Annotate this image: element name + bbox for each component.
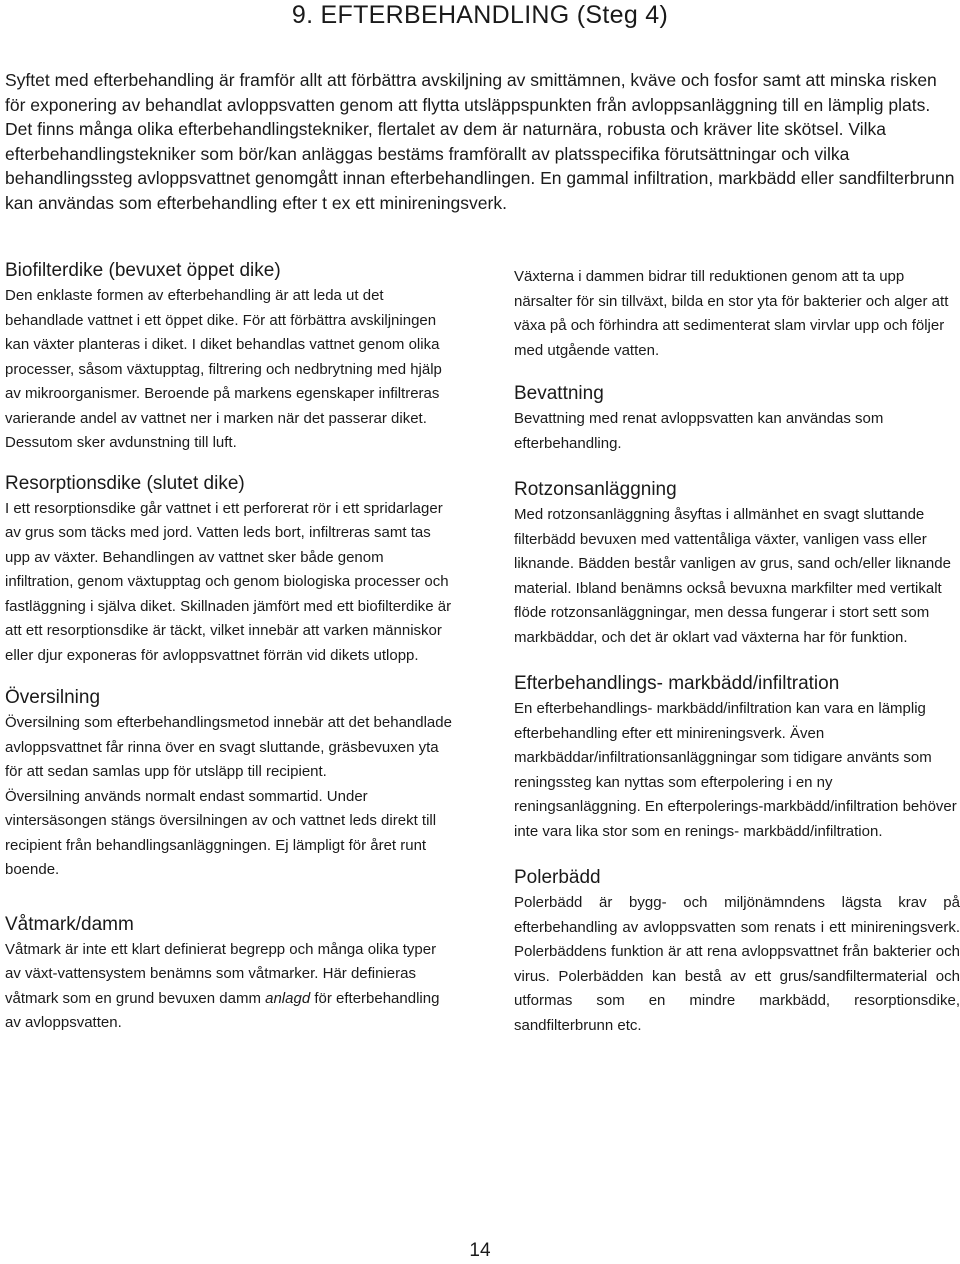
section-body-resorptionsdike: I ett resorptionsdike går vattnet i ett perforerat rör i ett spridarlager av grus som täcks med jord. Vatten leds bort, infiltreras samt tas upp av växter. Behandlingen av vattnet sker både genom infiltration, genom växtupptag och genom biologiska processer och fastläggning i själva diket. Skillnaden jämfört med ett biofilterdike är att ett resorptionsdike är täckt, vilket innebär att varken människor eller djur exponeras för avloppsvattnet förrän vid dikets utlopp. bbox=[5, 499, 452, 664]
section-biofilterdike bbox=[5, 257, 455, 456]
section-resorptionsdike bbox=[5, 470, 455, 669]
vatmark-emphasis: anlagd bbox=[265, 989, 311, 1007]
section-body-rotzon: Med rotzonsanläggning åsyftas i allmänhet en svagt sluttande filterbädd bevuxen med vattentåliga växter, vanligen vass eller liknande. Bädden består vanligen av grus, sand och/eller liknande material. Ibland benämns också bevuxna markfilter med vertikalt flöde rotzonsanläggningar, men dessa fungerar i stort sett som markbäddar, och det är oklart vad växterna har för funktion. bbox=[514, 506, 951, 646]
section-body-markbadd: En efterbehandlings- markbädd/infiltration kan vara en lämplig efterbehandling efter ett minireningsverk. Även markbäddar/infiltrationsanläggningar som tidigare använts som reningssteg kan nyttas som efterpolering i en ny reningsanläggning. En efterpolerings-markbädd/infiltration behöver inte vara lika stor som en renings- markbädd/infiltration. bbox=[514, 700, 957, 840]
section-markbadd bbox=[514, 670, 960, 844]
section-body-polerbadd: Polerbädd är bygg- och miljönämndens lägsta krav på efterbehandling av avloppsvatten som renats i ett minireningsverk. Polerbäddens funktion är att rena avloppsvattnet från bakterier och virus. Polerbädden kan bestå av ett grus/sandfiltermaterial och utformas som en mindre markbädd, resorptionsdike, sandfilterbrunn etc. bbox=[514, 894, 960, 1034]
section-heading-resorptionsdike: Resorptionsdike (slutet dike) bbox=[5, 472, 245, 494]
section-heading-vatmark: Våtmark/damm bbox=[5, 913, 134, 935]
section-heading-biofilterdike: Biofilterdike (bevuxet öppet dike) bbox=[5, 260, 281, 281]
section-rotzon bbox=[514, 476, 960, 650]
section-body-vatmark bbox=[5, 938, 455, 1036]
section-vaxterna bbox=[514, 265, 960, 363]
page-title: 9. EFTERBEHANDLING (Steg 4) bbox=[291, 1, 669, 29]
section-heading-oversilning: Översilning bbox=[5, 687, 101, 708]
section-body-biofilterdike: Den enklaste formen av efterbehandling är att leda ut det behandlade vattnet i ett öppet dike. För att förbättra avskiljningen kan växter planteras i diket. I diket behandlas vattnet genom olika processer, såsom växtupptag, filtrering och nedbrytning med hjälp av mikroorganismer. Beroende på markens egenskaper infiltreras varierande andel av vattnet ner i marken när det passerar diket. Dessutom sker avdunstning till luft. bbox=[5, 287, 442, 451]
section-body-oversilning-1: Översilning som efterbehandlingsmetod innebär att det behandlade avloppsvattnet får rinna över en svagt sluttande, gräsbevuxen yta för att sedan samlas upp för utsläpp till recipient. bbox=[5, 714, 452, 780]
right-column bbox=[514, 257, 960, 1038]
section-oversilning bbox=[5, 684, 455, 883]
section-bevattning bbox=[514, 380, 960, 456]
vatmark-text-start: Våtmark är inte ett klart definierat begrepp och många olika typer av växt-vattensystem benämns som våtmarker. Här definieras våtmark som en grund bevuxen damm bbox=[5, 940, 437, 1007]
section-vatmark bbox=[5, 911, 455, 1036]
section-heading-markbadd: Efterbehandlings- markbädd/infiltration bbox=[514, 673, 840, 694]
section-body-vaxterna: Växterna i dammen bidrar till reduktionen genom att ta upp närsalter för sin tillväxt, bilda en stor yta för bakterier och alger att växa på och förhindra att sedimenterat slam virvlar upp och följer med utgående vatten. bbox=[514, 268, 949, 359]
section-body-oversilning-2: Översilning används normalt endast sommartid. Under vintersäsongen stängs översilningen av och vattnet leds direkt till recipient från behandlingsanläggningen. Ej lämpligt för året runt boende. bbox=[5, 787, 437, 878]
vatmark-text-end: för efterbehandling av avloppsvatten. bbox=[5, 989, 440, 1031]
section-polerbadd bbox=[514, 864, 960, 1038]
section-heading-polerbadd: Polerbädd bbox=[514, 867, 601, 888]
section-body-bevattning: Bevattning med renat avloppsvatten kan användas som efterbehandling. bbox=[514, 410, 884, 452]
page-number: 14 bbox=[469, 1240, 491, 1261]
left-column bbox=[5, 257, 455, 1036]
section-heading-bevattning: Bevattning bbox=[514, 383, 604, 404]
intro-paragraph: Syftet med efterbehandling är framför allt att förbättra avskiljning av smittämnen, kväve och fosfor samt att minska risken för exponering av behandlat avloppsvatten genom att flytta utsläppspunkten från avloppsanläggning till en lämplig plats. Det finns många olika efterbehandlingstekniker, flertalet av dem är naturnära, robusta och kräver lite skötsel. Vilka efterbehandlingstekniker som bör/kan anläggas bestäms framförallt av platsspecifika förutsättningar och vilka behandlingssteg avloppsvattnet genomgått innan efterbehandlingen. En gammal infiltration, markbädd eller sandfilterbrunn kan användas som efterbehandling efter t ex ett minireningsverk. bbox=[5, 70, 955, 213]
section-heading-rotzon: Rotzonsanläggning bbox=[514, 479, 677, 500]
